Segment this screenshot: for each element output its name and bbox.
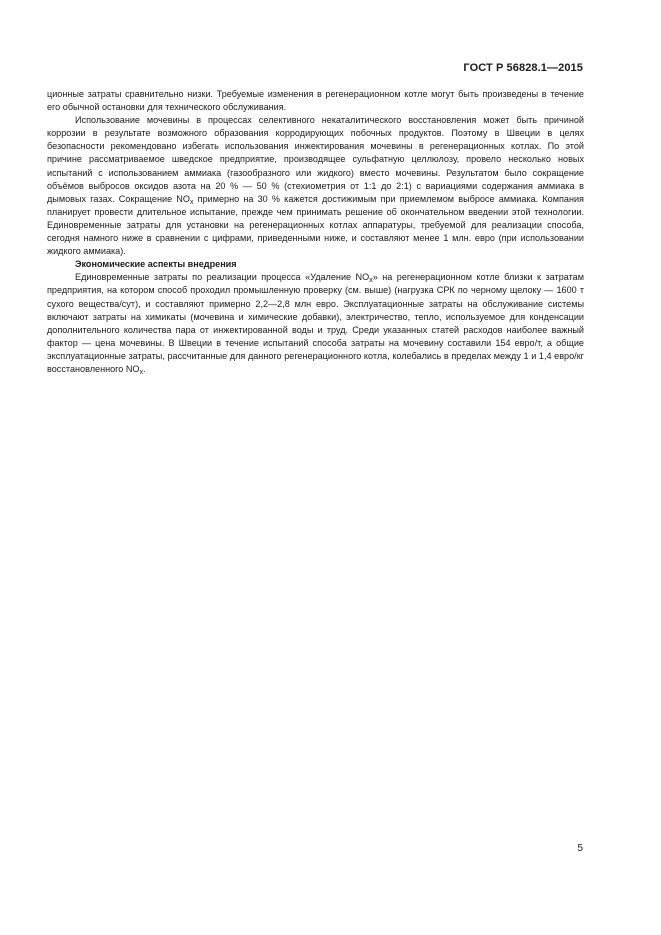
paragraph-text: . bbox=[143, 363, 146, 374]
paragraph-text: Единовременные затраты по реализации процесса «Удаление NO bbox=[75, 272, 370, 283]
paragraph-urea-corrosion bbox=[47, 114, 584, 258]
document-body bbox=[47, 88, 584, 376]
paragraph-text: Использование мочевины в процессах селективного некаталитического восстановления может быть причиной коррозии в результате возможного образования корродирующих побочных продуктов. Поэтому в Швеции в целях безопасности рекомендовано избегать использования инжектирования мочевины в регенерационных котлах. По этой причине рассматриваемое шведское предприятие, производящее сульфатную целлюлозу, провело несколько новых испытаний с использованием аммиака (газообразного или жидкого) вместо мочевины. Результатом было сокращение объёмов выбросов оксидов азота на 20 % — 50 % (стехиометрия от 1:1 до 2:1) с вариациями содержания аммиака в дымовых газах. Сокращение NO bbox=[47, 115, 584, 204]
paragraph-continuation: ционные затраты сравнительно низки. Требуемые изменения в регенерационном котле могут быть произведены в течение его обычной остановки для технического обслуживания. bbox=[47, 89, 584, 113]
document-code-header: ГОСТ Р 56828.1—2015 bbox=[463, 62, 583, 74]
page-number: 5 bbox=[577, 843, 583, 854]
subscript-x: x bbox=[189, 198, 194, 206]
subscript-x: x bbox=[139, 368, 144, 376]
paragraph-text: » на регенерационном котле близки к затратам предприятия, на котором способ проходил промышленную проверку (см. выше) (нагрузка СРК по черному щелоку — 1600 т сухого вещества/сут), и составляют примерно 2,2—2,8 млн евро. Эксплуатационные затраты на обслуживание системы включают затраты на химикаты (мочевина и химические добавки), электричество, тепло, используемое для конденсации дополнительного количества пара от инжектированной воды и труд. Среди указанных статей расходов наиболее важный фактор — цена мочевины. В Швеции в течение испытаний способа затраты на мочевину составили 154 евро/т, а общие эксплуатационные затраты, рассчитанные для данного регенерационного котла, колебались в пределах между 1 и 1,4 евро/кг восстановленного NO bbox=[47, 272, 584, 374]
section-heading: Экономические аспекты внедрения bbox=[75, 259, 237, 270]
paragraph-economics bbox=[47, 271, 584, 376]
paragraph-text: примерно на 30 % кажется достижимым при приемлемом выбросе аммиака. Компания планирует провести длительное испытание, прежде чем принимать решение об окончательном введении этой технологии. Единовременные затраты для установки на регенерационных котлах аппаратуры, требуемой для реализации способа, сегодня намного ниже в сравнении с цифрами, приведенными ниже, и составляют менее 1 млн. евро (при использовании жидкого аммиака). bbox=[47, 193, 584, 257]
subscript-x: x bbox=[369, 277, 373, 285]
